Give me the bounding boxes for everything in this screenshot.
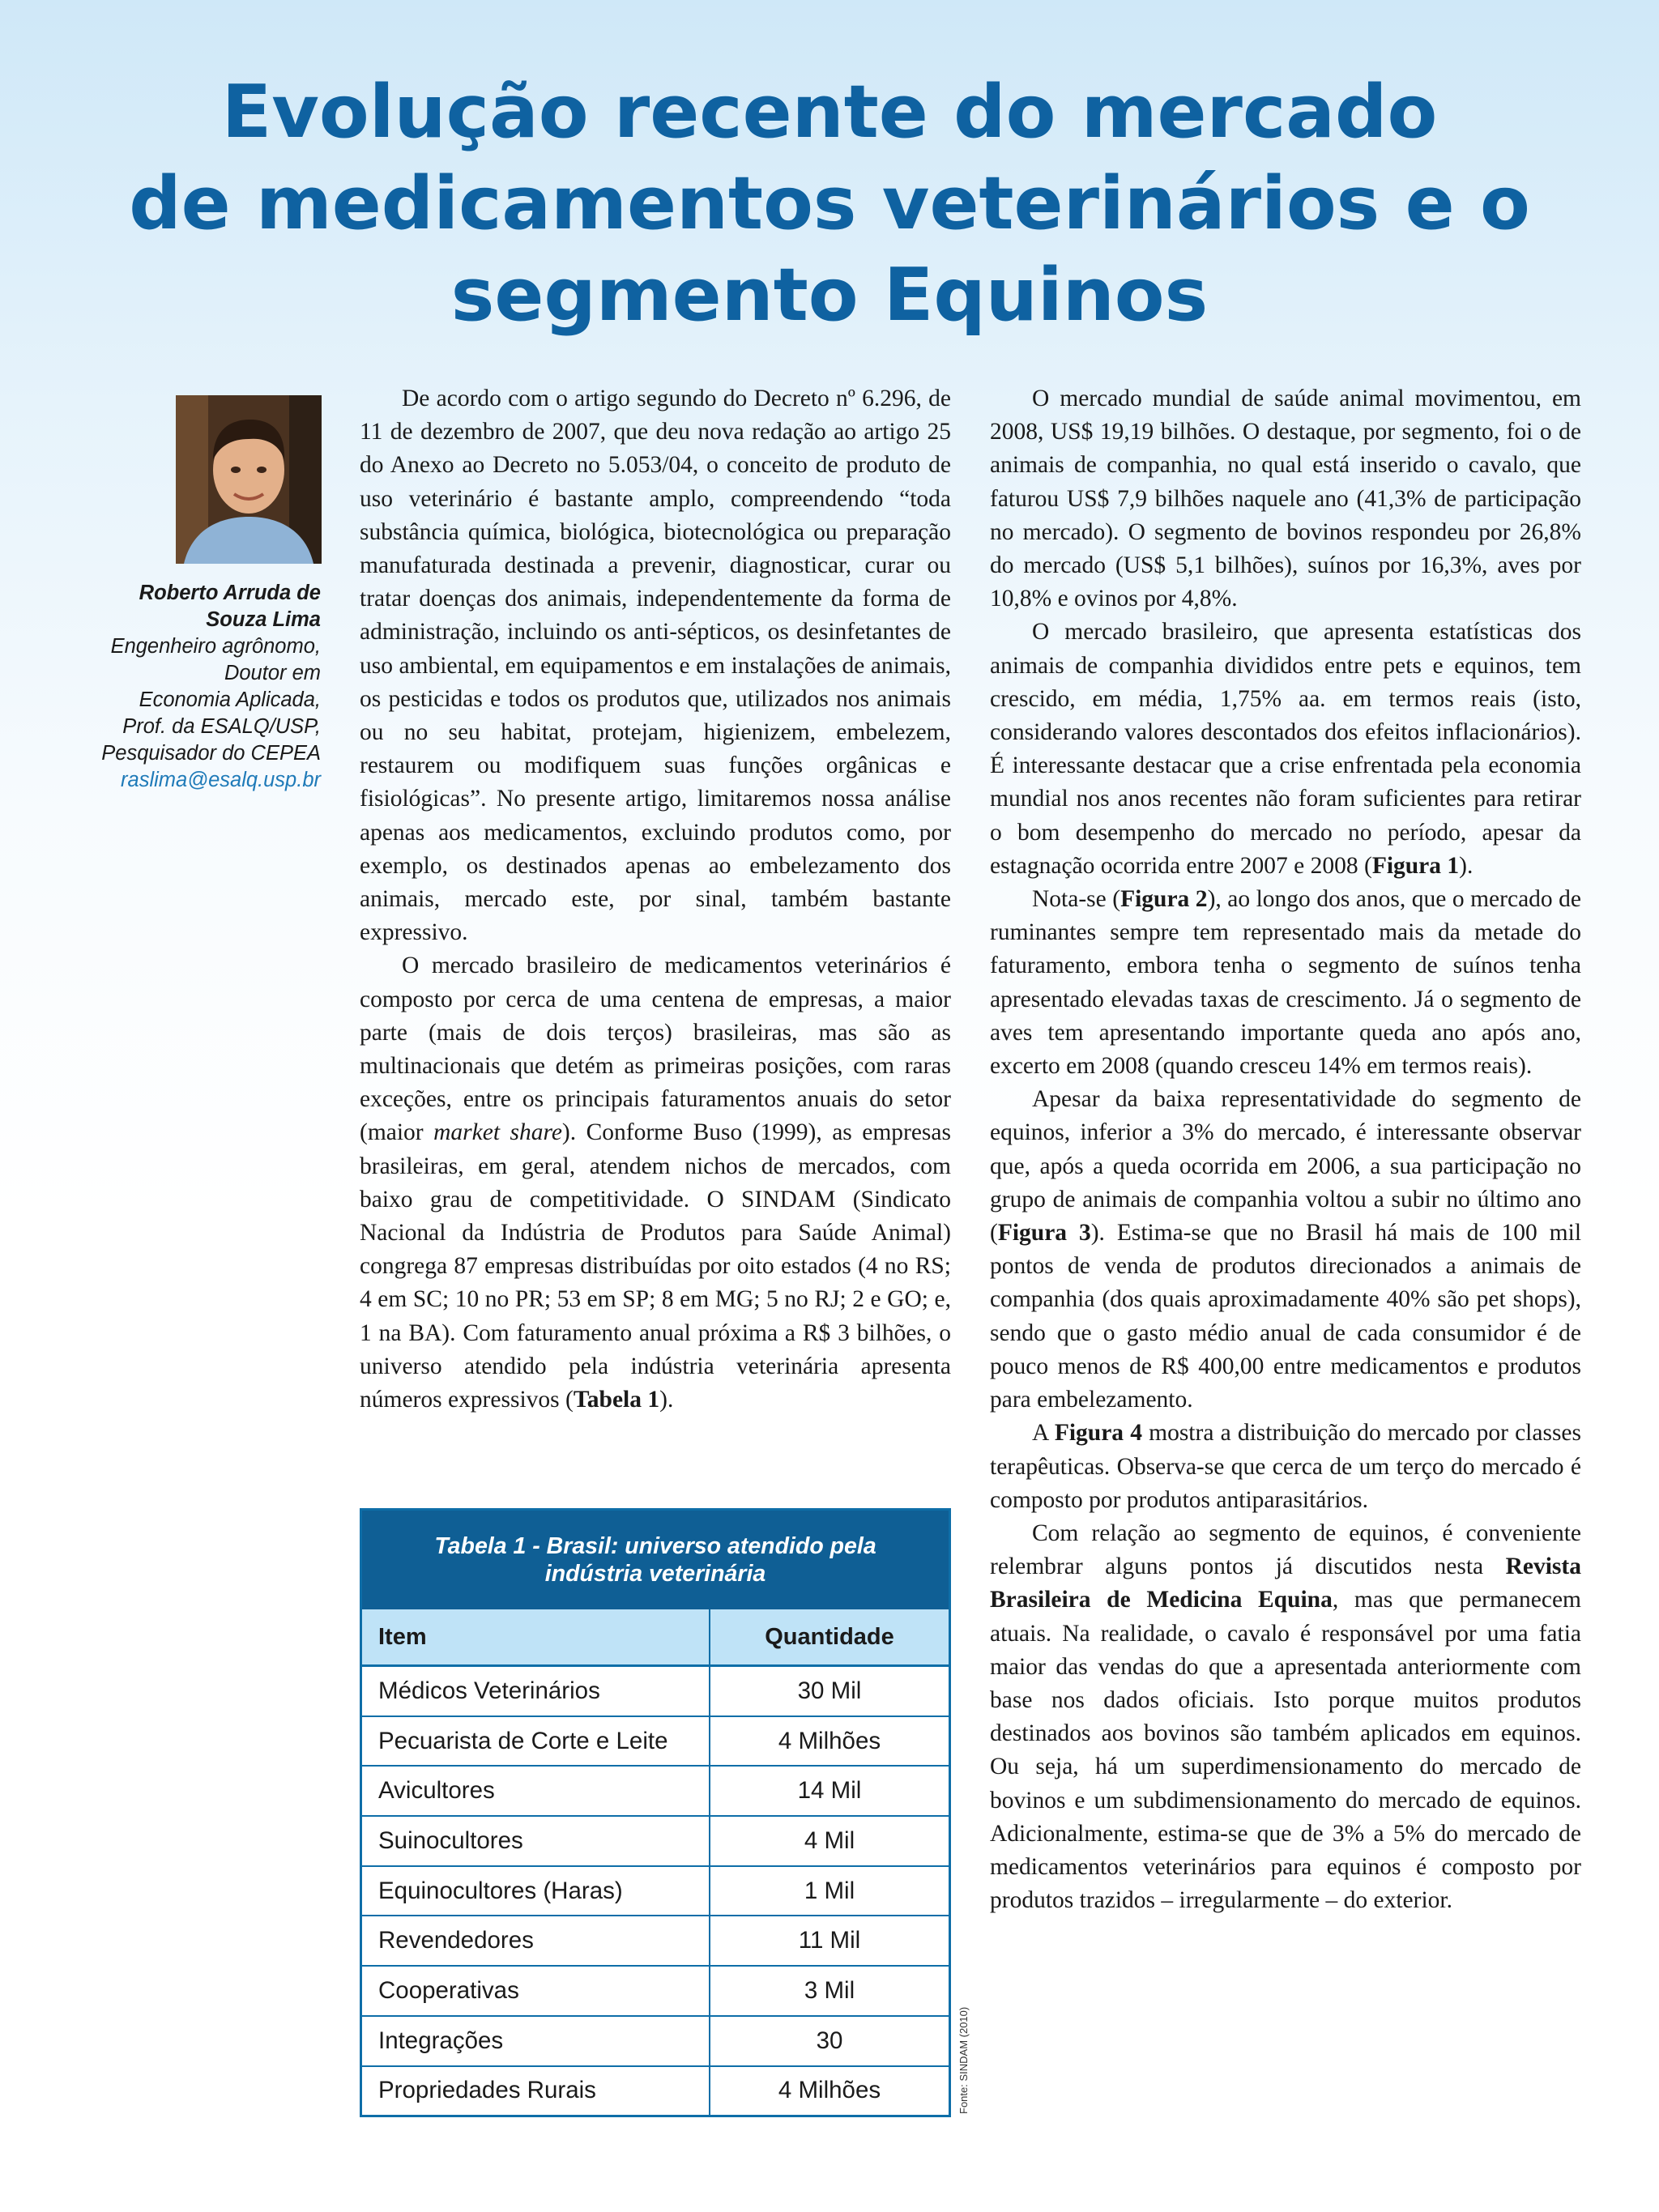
paragraph: De acordo com o artigo segundo do Decreto nº 6.296, de 11 de dezembro de 2007, que deu nova redação ao artigo 25 do Anexo ao Decreto no 5.053/04, o conceito de produto de uso veterinário é bastante amplo, compreendendo “toda substância química, biológica, biotecnológica ou preparação manufaturada destinada a prevenir, diagnosticar, curar ou tratar doenças dos animais, independentemente da forma de administração, incluindo os anti-sépticos, os desinfetantes de uso ambiental, em equipamentos e em instalações de animais, os pesticidas e todos os produtos que, utilizados nos animais ou no seu habitat, protejam, higienizem, embelezem, restaurem ou modifiquem suas funções orgânicas e fisiológicas”. No presente artigo, limitaremos nossa análise apenas aos medicamentos, excluindo produtos como, por exemplo, os destinados apenas ao embelezamento dos animais, mercado este, por sinal, também bastante expressivo.: [360, 386, 951, 946]
cell-quantity: 11 Mil: [798, 1927, 861, 1954]
paragraph: Com relação ao segmento de equinos, é conveniente relembrar alguns pontos já discutidos nesta Revista Brasileira de Medicina Equina, mas que permanecem atuais. Na realidade, o cavalo é responsável por uma fatia maior das vendas do que a apresentada anteriormente com base nos dados oficiais. Isto porque muitos produtos destinados aos bovinos são também aplicados em equinos. Ou seja, há um superdimensionamento do mercado de bovinos e um subdimensionamento do mercado de equinos. Adicionalmente, estima-se que de 3% a 5% do mercado de medicamentos veterinários para equinos é composto por produtos trazidos – irregularmente – do exterior.: [990, 1519, 1581, 1914]
paragraph: O mercado brasileiro de medicamentos veterinários é composto por cerca de uma centena de empresas, a maior parte (mais de dois terços) brasileiras, mas são as multinacionais que detém as primeiras posições, com raras exceções, entre os principais faturamentos anuais do setor (maior market share). Conforme Buso (1999), as empresas brasileiras, em geral, atendem nichos de mercados, com baixo grau de competitividade. O SINDAM (Sindicato Nacional da Indústria de Produtos para Saúde Animal) congrega 87 empresas distribuídas por oito estados (4 no RS; 4 em SC; 10 no PR; 53 em SP; 8 em MG; 5 no RJ; 2 e GO; e, 1 na BA). Com faturamento anual próxima a R$ 3 bilhões, o universo atendido pela indústria veterinária apresenta números expressivos (Tabela 1).: [360, 953, 951, 1413]
cell-item: Avicultores: [362, 1767, 710, 1815]
title-line: de medicamentos veterinários e o: [129, 161, 1530, 246]
cell-quantity: 4 Mil: [804, 1826, 855, 1854]
figure-reference: Figura 3: [997, 1220, 1091, 1247]
cell-item: Revendedores: [362, 1916, 710, 1965]
paragraph: O mercado brasileiro, que apresenta estatísticas dos animais de companhia divididos entre pets e equinos, tem crescido, em média, 1,75% aa. em termos reais (isto, considerando valores descontados dos efeitos inflacionários). É interessante destacar que a crise enfrentada pela economia mundial nos anos recentes não foram suficientes para retirar o bom desempenho do mercado no período, apesar da estagnação ocorrida entre 2007 e 2008 (Figura 1).: [990, 619, 1581, 879]
cell-quantity: 30: [816, 2027, 843, 2054]
table-row: [362, 1717, 949, 1767]
cell-quantity: 4 Milhões: [778, 2077, 881, 2104]
author-role: Engenheiro agrônomo,: [110, 635, 321, 658]
title-line: segmento Equinos: [450, 253, 1209, 338]
cell-quantity: 1 Mil: [804, 1877, 855, 1904]
journal-reference: Revista Brasileira de Medicina Equina: [990, 1554, 1581, 1613]
table-row: [362, 1667, 949, 1717]
article-title: [0, 66, 1659, 341]
author-photo: [176, 395, 322, 564]
table-source: Fonte: SINDAM (2010): [957, 2006, 970, 2114]
cell-item: Suinocultores: [362, 1817, 710, 1865]
cell-quantity: 3 Mil: [804, 1976, 855, 2004]
text-column-right: [990, 382, 1581, 1917]
cell-item: Cooperativas: [362, 1967, 710, 2015]
header-quantity: Quantidade: [765, 1623, 894, 1650]
author-role: Doutor em: [224, 662, 321, 684]
author-role: Pesquisador do CEPEA: [101, 742, 321, 765]
paragraph: Apesar da baixa representatividade do segmento de equinos, inferior a 3% do mercado, é interessante observar que, após a queda ocorrida em 2006, a sua participação no grupo de animais de companhia voltou a subir no último ano (Figura 3). Estima-se que no Brasil há mais de 100 mil pontos de venda de produtos direcionados a animais de companhia (dos quais aproximadamente 40% são pet shops), sendo que o gasto médio anual de cada consumidor é de pouco menos de R$ 400,00 entre medicamentos e produtos para embelezamento.: [990, 1086, 1582, 1413]
table-row: [362, 1867, 949, 1917]
figure-reference: Figura 1: [1371, 852, 1460, 879]
cell-quantity: 30 Mil: [797, 1677, 862, 1704]
table-row: [362, 2067, 949, 2116]
table-row: [362, 1967, 949, 2017]
table-row: [362, 1767, 949, 1817]
table-caption: Tabela 1 - Brasil: universo atendido pela indústria veterinária: [362, 1511, 949, 1609]
cell-quantity: 14 Mil: [797, 1777, 862, 1805]
table-row: [362, 1817, 949, 1867]
author-portrait-icon: [176, 395, 322, 564]
author-credits: [81, 580, 321, 794]
paragraph: A Figura 4 mostra a distribuição do mercado por classes terapêuticas. Observa-se que cerca de um terço do mercado é composto por produtos antiparasitários.: [990, 1420, 1581, 1513]
figure-reference: Figura 2: [1120, 886, 1208, 913]
figure-reference: Figura 4: [1054, 1420, 1142, 1447]
author-role: Economia Aplicada,: [139, 688, 321, 711]
paragraph: Nota-se (Figura 2), ao longo dos anos, que o mercado de ruminantes sempre tem representado mais da metade do faturamento, embora tenha o segmento de suínos tenha apresentado elevadas taxas de crescimento. Já o segmento de aves tem apresentando importante queda ano após ano, excerto em 2008 (quando cresceu 14% em termos reais).: [990, 886, 1582, 1080]
cell-quantity: 4 Milhões: [778, 1727, 881, 1754]
table-reference: Tabela 1: [573, 1387, 660, 1413]
paragraph: O mercado mundial de saúde animal movimentou, em 2008, US$ 19,19 bilhões. O destaque, por segmento, foi o de animais de companhia, no qual está inserido o cavalo, que faturou US$ 7,9 bilhões naquele ano (41,3% de participação no mercado). O segmento de bovinos respondeu por 26,8% do mercado (US$ 5,1 bilhões), suínos por 16,3%, aves por 10,8% e ovinos por 4,8%.: [990, 386, 1581, 612]
table-row: [362, 1916, 949, 1967]
text-column-left: [360, 382, 951, 1417]
cell-item: Integrações: [362, 2017, 710, 2065]
table-1: [360, 1508, 951, 2117]
cell-item: Pecuarista de Corte e Leite: [362, 1717, 710, 1766]
table-row: [362, 2017, 949, 2067]
author-name: Souza Lima: [206, 608, 321, 631]
cell-item: Propriedades Rurais: [362, 2067, 710, 2116]
author-email[interactable]: raslima@esalq.usp.br: [121, 769, 321, 791]
cell-item: Equinocultores (Haras): [362, 1867, 710, 1916]
header-item: Item: [362, 1609, 710, 1664]
author-role: Prof. da ESALQ/USP,: [122, 715, 321, 738]
table-header: [362, 1609, 949, 1667]
author-name: Roberto Arruda de: [139, 582, 321, 604]
title-line: Evolução recente do mercado: [221, 70, 1438, 155]
emphasis: market share: [433, 1119, 562, 1146]
cell-item: Médicos Veterinários: [362, 1667, 710, 1715]
